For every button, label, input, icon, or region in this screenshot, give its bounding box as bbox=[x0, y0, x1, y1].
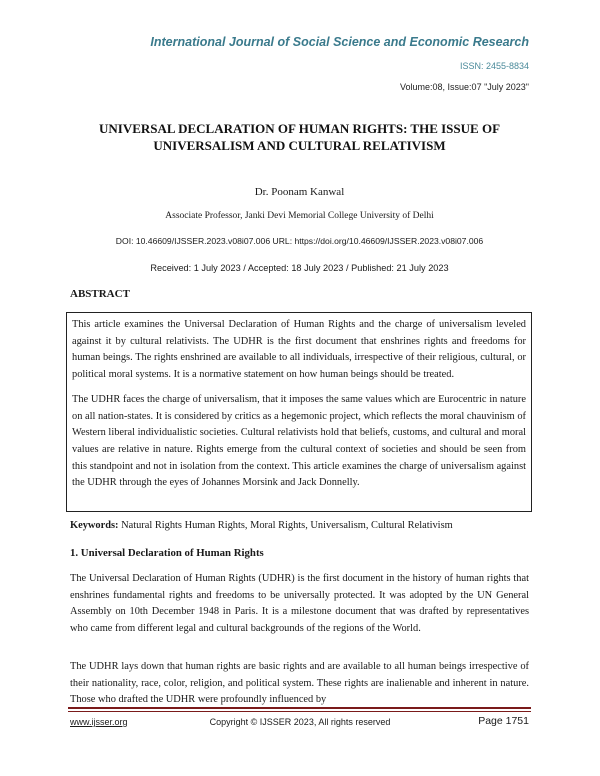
volume-issue: Volume:08, Issue:07 "July 2023" bbox=[400, 82, 529, 92]
abstract-paragraph-2: The UDHR faces the charge of universalism, that it imposes the same values which are Eurocentric in nature on all nation-states. It is considered by critics as a hegemonic project, which reflects the moral chauvinism of Western liberal individualistic societies. Cultural relativists hold that beliefs, customs, and cultural and moral values are relative in nature. Rights emerge from the cultural context of societies and should be seen from this standpoint and not in isolation from the context. This article examines the charge of universalism against the UDHR through the eyes of Johannes Morsink and Jack Donnelly. bbox=[72, 393, 526, 489]
abstract-paragraph-1: This article examines the Universal Declaration of Human Rights and the charge of universalism leveled against it by cultural relativists. The UDHR is the first document that enshrines rights and freedoms for human beings. The rights enshrined are available to all individuals, irrespective of their religious, cultural, or political moral systems. It is a normative statement on how human beings should be treated. bbox=[72, 319, 526, 381]
footer-copyright: Copyright © IJSSER 2023, All rights reserved bbox=[209, 717, 391, 727]
keywords-label: Keywords: bbox=[70, 520, 119, 531]
section-1-paragraph-2: The UDHR lays down that human rights are basic rights and are available to all human beings irrespective of their nationality, race, color, religion, and political system. These rights are inalienable and inherent in nature. Those who drafted the UDHR were profoundly influenced by bbox=[70, 661, 529, 706]
footer-rule-thin bbox=[68, 711, 531, 712]
abstract-box bbox=[66, 312, 532, 512]
keywords-text: Natural Rights Human Rights, Moral Rights, Universalism, Cultural Relativism bbox=[118, 520, 453, 531]
issn: ISSN: 2455-8834 bbox=[459, 61, 529, 71]
abstract-heading: ABSTRACT bbox=[70, 288, 130, 300]
footer-website-link[interactable]: www.ijsser.org bbox=[70, 717, 128, 727]
author-name: Dr. Poonam Kanwal bbox=[254, 186, 345, 198]
footer-rule-thick bbox=[68, 707, 531, 709]
publication-dates: Received: 1 July 2023 / Accepted: 18 July 2023 / Published: 21 July 2023 bbox=[150, 263, 449, 273]
doi-line[interactable]: DOI: 10.46609/IJSSER.2023.v08i07.006 URL: https://doi.org/10.46609/IJSSER.2023.v08i07.006 bbox=[115, 236, 484, 246]
section-1-paragraph-1: The Universal Declaration of Human Rights (UDHR) is the first document in the history of human rights that enshrines fundamental rights and freedoms to be universally protected. It was adopted by the UN General Assembly on 10th December 1948 in Paris. It is a milestone document that was drafted by representatives who came from different legal and cultural backgrounds of the regions of the World. bbox=[70, 573, 529, 635]
footer-page-number: Page 1751 bbox=[478, 715, 529, 727]
journal-name: International Journal of Social Science and Economic Research bbox=[150, 35, 529, 49]
keywords-line bbox=[70, 520, 540, 531]
author-affiliation: Associate Professor, Janki Devi Memorial College University of Delhi bbox=[165, 211, 434, 221]
article-title: UNIVERSAL DECLARATION OF HUMAN RIGHTS: THE ISSUE OF UNIVERSALISM AND CULTURAL RELATIVISM bbox=[98, 121, 501, 153]
section-1-heading: 1. Universal Declaration of Human Rights bbox=[70, 547, 264, 559]
